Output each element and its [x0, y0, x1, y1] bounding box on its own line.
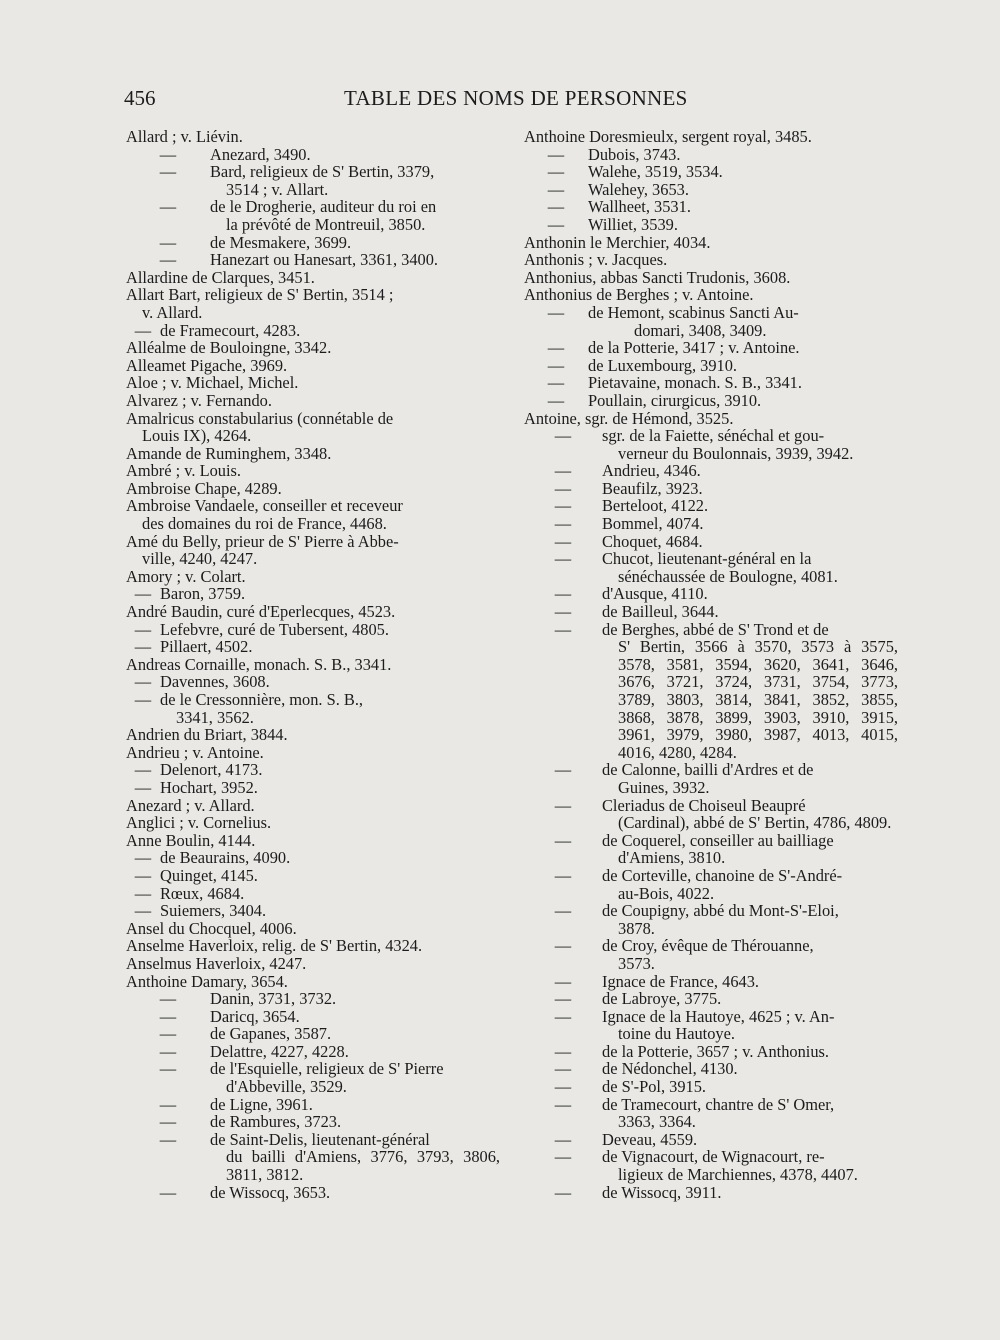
- entry-continuation: ville, 4240, 4247.: [142, 549, 258, 569]
- index-entry: [524, 480, 898, 498]
- entry-text: de le Cressonnière, mon. S. B.,: [160, 690, 364, 709]
- dash-marker: —: [159, 1112, 177, 1132]
- index-entry: [524, 585, 898, 603]
- index-entry: [126, 638, 500, 656]
- entry-text: de Croy, évêque de Thérouanne,: [602, 936, 814, 956]
- index-entry: [524, 990, 898, 1008]
- entry-text: Baron, 3759.: [160, 584, 246, 604]
- entry-text: Deveau, 4559.: [602, 1129, 698, 1149]
- entry-text: Allardine de Clarques, 3451.: [126, 267, 315, 287]
- index-entry: [524, 832, 898, 867]
- index-entry: [524, 427, 898, 462]
- entry-text: de la Potterie, 3417 ; v. Antoine.: [588, 338, 800, 358]
- dash-marker: —: [547, 214, 565, 234]
- dash-marker: —: [554, 795, 572, 815]
- entry-text: de Ligne, 3961.: [210, 1094, 313, 1114]
- entry-text: Suiemers, 3404.: [160, 901, 267, 921]
- index-entry: [524, 251, 898, 269]
- dash-marker: —: [554, 619, 572, 639]
- entry-text: Lefebvre, curé de Tubersent, 4805.: [160, 619, 389, 639]
- dash-marker: —: [554, 584, 572, 604]
- entry-text: Amé du Belly, prieur de S' Pierre à Abbe-: [126, 531, 399, 551]
- dash-marker: —: [547, 355, 565, 375]
- entry-text: Anthoine Doresmieulx, sergent royal, 3485.: [524, 127, 812, 146]
- index-entry: [524, 973, 898, 991]
- dash-marker: —: [554, 1077, 572, 1097]
- entry-text: Andrien du Briart, 3844.: [126, 725, 288, 745]
- index-entry: [126, 410, 500, 445]
- running-title: TABLE DES NOMS DE PERSONNES: [344, 86, 688, 110]
- dash-marker: —: [554, 426, 572, 446]
- entry-text: de Luxembourg, 3910.: [588, 355, 738, 375]
- index-entry: [524, 603, 898, 621]
- index-entry: [126, 761, 500, 779]
- entry-text: Anthonin le Merchier, 4034.: [524, 232, 711, 252]
- dash-marker: —: [554, 478, 572, 498]
- index-entry: [524, 1008, 898, 1043]
- dash-marker: —: [134, 637, 152, 657]
- entry-text: de Beaurains, 4090.: [160, 848, 291, 868]
- dash-marker: —: [554, 760, 572, 780]
- index-entry: [524, 1131, 898, 1149]
- index-entry: [524, 146, 898, 164]
- entry-text: Anglici ; v. Cornelius.: [126, 813, 272, 833]
- dash-marker: —: [134, 848, 152, 868]
- entry-text: de Saint-Delis, lieutenant-général: [210, 1129, 430, 1149]
- index-entry: [524, 515, 898, 533]
- dash-marker: —: [554, 514, 572, 534]
- dash-marker: —: [554, 531, 572, 551]
- entry-text: de le Drogherie, auditeur du roi en: [210, 197, 437, 217]
- entry-continuation: toine du Hautoye.: [618, 1024, 735, 1044]
- index-entry: [524, 163, 898, 181]
- dash-marker: —: [159, 250, 177, 270]
- index-entry: [126, 867, 500, 885]
- index-entry: [126, 585, 500, 603]
- index-entry: [126, 1184, 500, 1202]
- index-entry: [524, 1148, 898, 1183]
- index-entry: [524, 286, 898, 304]
- dash-marker: —: [134, 320, 152, 340]
- page-number: 456: [124, 86, 156, 110]
- index-entry: [126, 322, 500, 340]
- index-entry: [126, 146, 500, 164]
- dash-marker: —: [554, 971, 572, 991]
- entry-text: de S'-Pol, 3915.: [602, 1077, 707, 1097]
- dash-marker: —: [159, 1024, 177, 1044]
- index-entry: [524, 1078, 898, 1096]
- index-entry: [524, 357, 898, 375]
- entry-text: Pillaert, 4502.: [160, 637, 253, 657]
- entry-text: Berteloot, 4122.: [602, 496, 709, 516]
- index-entry: [126, 1096, 500, 1114]
- entry-text: Amalricus constabularius (connétable de: [126, 408, 394, 428]
- entry-text: Hanezart ou Hanesart, 3361, 3400.: [210, 250, 439, 270]
- entry-text: Ambré ; v. Louis.: [126, 461, 242, 481]
- entry-continuation: v. Allard.: [142, 302, 203, 322]
- entry-continuation: (Cardinal), abbé de S' Bertin, 4786, 4809.: [618, 813, 892, 833]
- dash-marker: —: [547, 162, 565, 182]
- dash-marker: —: [159, 1129, 177, 1149]
- index-entry: [126, 691, 500, 726]
- entry-text: de Framecourt, 4283.: [160, 320, 301, 340]
- index-entry: [126, 937, 500, 955]
- index-column-right: [524, 128, 898, 1201]
- entry-text: de Nédonchel, 4130.: [602, 1059, 738, 1079]
- index-entry: [524, 234, 898, 252]
- dash-marker: —: [554, 602, 572, 622]
- index-entry: [126, 198, 500, 233]
- entry-text: de la Potterie, 3657 ; v. Anthonius.: [602, 1041, 830, 1061]
- index-entry: [524, 462, 898, 480]
- index-entry: [126, 269, 500, 287]
- index-entry: [126, 286, 500, 321]
- dash-marker: —: [554, 1147, 572, 1167]
- entry-text: Choquet, 4684.: [602, 531, 703, 551]
- dash-marker: —: [547, 179, 565, 199]
- dash-marker: —: [554, 1006, 572, 1026]
- entry-continuation: Guines, 3932.: [618, 777, 710, 797]
- entry-continuation: d'Amiens, 3810.: [618, 848, 726, 868]
- dash-marker: —: [547, 373, 565, 393]
- dash-marker: —: [554, 1182, 572, 1202]
- index-entry: [126, 392, 500, 410]
- index-entry: [126, 656, 500, 674]
- entry-text: Ambroise Chape, 4289.: [126, 478, 282, 498]
- index-entry: [524, 867, 898, 902]
- dash-marker: —: [554, 830, 572, 850]
- dash-marker: —: [159, 1182, 177, 1202]
- dash-marker: —: [134, 690, 152, 709]
- index-entry: [126, 568, 500, 586]
- dash-marker: —: [554, 1094, 572, 1114]
- dash-marker: —: [159, 1041, 177, 1061]
- index-entry: [126, 497, 500, 532]
- entry-text: Amande de Ruminghem, 3348.: [126, 443, 332, 463]
- entry-continuation: la prévôté de Montreuil, 3850.: [226, 214, 426, 234]
- index-entry: [126, 673, 500, 691]
- index-entry: [126, 234, 500, 252]
- index-entry: [126, 1008, 500, 1026]
- dash-marker: —: [554, 496, 572, 516]
- entry-continuation: S' Bertin, 3566 à 3570, 3573 à 3575, 3578, 3581, 3594, 3620, 3641, 3646, 3676, 3721, 3724, 3731, 3754, 3773, 3789, 3803, 3814, 3841, 3852, 3855, 3868, 3878, 3899, 3903, 3910, 3915, 3961, 3979, 3980, 3987, 4013, 4015, 4016, 4280, 4284.: [618, 637, 898, 762]
- dash-marker: —: [134, 901, 152, 921]
- entry-continuation: 3363, 3364.: [618, 1112, 696, 1132]
- entry-text: Walehey, 3653.: [588, 179, 689, 199]
- dash-marker: —: [159, 1094, 177, 1114]
- index-entry: [126, 814, 500, 832]
- index-entry: [524, 1096, 898, 1131]
- entry-text: de Bailleul, 3644.: [602, 602, 719, 622]
- dash-marker: —: [554, 901, 572, 921]
- entry-text: Williet, 3539.: [588, 214, 678, 234]
- dash-marker: —: [547, 197, 565, 217]
- entry-text: Anezard ; v. Allard.: [126, 795, 255, 815]
- index-entry: [126, 1043, 500, 1061]
- index-entry: [524, 1043, 898, 1061]
- entry-text: Pietavaine, monach. S. B., 3341.: [588, 373, 802, 393]
- entry-text: Ansel du Chocquel, 4006.: [126, 918, 297, 938]
- dash-marker: —: [554, 461, 572, 481]
- index-entry: [126, 849, 500, 867]
- entry-text: de Vignacourt, de Wignacourt, re-: [602, 1147, 825, 1167]
- index-entry: [126, 1025, 500, 1043]
- entry-text: de Wissocq, 3911.: [602, 1182, 722, 1202]
- entry-text: Danin, 3731, 3732.: [210, 989, 337, 1009]
- index-entry: [126, 955, 500, 973]
- index-entry: [126, 902, 500, 920]
- index-entry: [126, 128, 500, 146]
- entry-text: Anne Boulin, 4144.: [126, 830, 256, 850]
- entry-text: Aloe ; v. Michael, Michel.: [126, 373, 299, 393]
- index-entry: [524, 1060, 898, 1078]
- dash-marker: —: [547, 390, 565, 410]
- index-entry: [524, 902, 898, 937]
- index-entry: [126, 797, 500, 815]
- entry-text: Anselmus Haverloix, 4247.: [126, 953, 307, 973]
- dash-marker: —: [134, 865, 152, 885]
- index-entry: [524, 410, 898, 428]
- entry-text: sgr. de la Faiette, sénéchal et gou-: [602, 426, 825, 446]
- index-entry: [126, 445, 500, 463]
- index-entry: [126, 973, 500, 991]
- entry-text: Alleamet Pigache, 3969.: [126, 355, 288, 375]
- entry-text: Anthoine Damary, 3654.: [126, 971, 288, 991]
- index-entry: [126, 251, 500, 269]
- index-entry: [524, 198, 898, 216]
- dash-marker: —: [554, 936, 572, 956]
- dash-marker: —: [547, 338, 565, 358]
- index-entry: [126, 374, 500, 392]
- entry-text: de Wissocq, 3653.: [210, 1182, 331, 1202]
- index-entry: [126, 920, 500, 938]
- dash-marker: —: [547, 144, 565, 164]
- entry-text: de l'Esquielle, religieux de S' Pierre: [210, 1059, 444, 1079]
- dash-marker: —: [159, 989, 177, 1009]
- index-entry: [524, 304, 898, 339]
- index-entry: [524, 550, 898, 585]
- dash-marker: —: [554, 1041, 572, 1061]
- entry-text: Ignace de France, 4643.: [602, 971, 760, 991]
- entry-text: de Hemont, scabinus Sancti Au-: [588, 302, 799, 322]
- dash-marker: —: [134, 760, 152, 780]
- entry-text: Anezard, 3490.: [210, 144, 311, 164]
- dash-marker: —: [159, 232, 177, 252]
- dash-marker: —: [159, 1006, 177, 1026]
- dash-marker: —: [554, 989, 572, 1009]
- entry-text: Anselme Haverloix, relig. de S' Bertin, 4324.: [126, 936, 423, 956]
- entry-continuation: Louis IX), 4264.: [142, 426, 252, 446]
- entry-continuation: 3878.: [618, 918, 655, 938]
- index-entry: [126, 603, 500, 621]
- dash-marker: —: [554, 549, 572, 569]
- entry-text: de Tramecourt, chantre de S' Omer,: [602, 1094, 835, 1114]
- entry-continuation: 3573.: [618, 953, 655, 973]
- index-entry: [126, 726, 500, 744]
- entry-text: Beaufilz, 3923.: [602, 478, 703, 498]
- index-entry: [126, 1113, 500, 1131]
- entry-text: Amory ; v. Colart.: [126, 566, 246, 586]
- entry-text: Anthonius, abbas Sancti Trudonis, 3608.: [524, 267, 791, 287]
- index-entry: [126, 832, 500, 850]
- index-entry: [524, 216, 898, 234]
- index-entry: [126, 357, 500, 375]
- index-column-left: [126, 128, 500, 1201]
- entry-text: Bommel, 4074.: [602, 514, 704, 534]
- entry-text: de Calonne, bailli d'Ardres et de: [602, 760, 814, 780]
- index-entry: [126, 339, 500, 357]
- entry-continuation: au-Bois, 4022.: [618, 883, 715, 903]
- entry-text: Alléalme de Bouloingne, 3342.: [126, 338, 332, 358]
- index-entry: [524, 533, 898, 551]
- entry-text: de Gapanes, 3587.: [210, 1024, 332, 1044]
- entry-text: Bard, religieux de S' Bertin, 3379,: [210, 162, 435, 182]
- index-entry: [126, 480, 500, 498]
- index-entry: [524, 797, 898, 832]
- entry-text: de Berghes, abbé de S' Trond et de: [602, 619, 829, 639]
- entry-text: de Coupigny, abbé du Mont-S'-Eloi,: [602, 901, 839, 921]
- entry-continuation: 3341, 3562.: [176, 707, 254, 727]
- index-entry: [524, 339, 898, 357]
- entry-text: Hochart, 3952.: [160, 777, 258, 797]
- entry-text: de Labroye, 3775.: [602, 989, 722, 1009]
- dash-marker: —: [134, 584, 152, 604]
- entry-continuation: des domaines du roi de France, 4468.: [142, 514, 387, 534]
- dash-marker: —: [159, 1059, 177, 1079]
- index-entry: [524, 761, 898, 796]
- entry-text: Quinget, 4145.: [160, 865, 258, 885]
- index-entry: [126, 1131, 500, 1184]
- index-entry: [126, 744, 500, 762]
- dash-marker: —: [554, 865, 572, 885]
- entry-continuation: sénéchaussée de Boulogne, 4081.: [618, 566, 838, 586]
- entry-text: Ambroise Vandaele, conseiller et receveur: [126, 496, 403, 516]
- entry-text: de Rambures, 3723.: [210, 1112, 342, 1132]
- entry-text: Anthonis ; v. Jacques.: [524, 250, 668, 270]
- entry-text: de Corteville, chanoine de S'-André-: [602, 865, 843, 885]
- index-entry: [126, 621, 500, 639]
- entry-text: Alvarez ; v. Fernando.: [126, 390, 272, 410]
- index-entry: [524, 181, 898, 199]
- entry-text: Wallheet, 3531.: [588, 197, 691, 217]
- entry-text: Cleriadus de Choiseul Beaupré: [602, 795, 806, 815]
- entry-text: Antoine, sgr. de Hémond, 3525.: [524, 408, 734, 428]
- index-entry: [524, 497, 898, 515]
- index-entry: [126, 1060, 500, 1095]
- entry-continuation: 3514 ; v. Allart.: [226, 179, 329, 199]
- dash-marker: —: [159, 197, 177, 217]
- index-entry: [524, 128, 898, 146]
- index-entry: [524, 374, 898, 392]
- entry-text: Walehe, 3519, 3534.: [588, 162, 723, 182]
- dash-marker: —: [547, 302, 565, 322]
- index-entry: [524, 621, 898, 762]
- entry-text: de Coquerel, conseiller au bailliage: [602, 830, 834, 850]
- dash-marker: —: [159, 162, 177, 182]
- index-entry: [126, 462, 500, 480]
- entry-text: Allart Bart, religieux de S' Bertin, 3514 ;: [126, 285, 394, 305]
- index-entry: [524, 937, 898, 972]
- dash-marker: —: [134, 883, 152, 903]
- index-entry: [524, 392, 898, 410]
- entry-text: Andreas Cornaille, monach. S. B., 3341.: [126, 654, 392, 674]
- entry-text: Andrieu, 4346.: [602, 461, 701, 481]
- entry-text: Davennes, 3608.: [160, 672, 270, 692]
- index-entry: [126, 779, 500, 797]
- entry-text: André Baudin, curé d'Eperlecques, 4523.: [126, 602, 396, 622]
- dash-marker: —: [159, 144, 177, 164]
- entry-text: Delenort, 4173.: [160, 760, 263, 780]
- entry-continuation: domari, 3408, 3409.: [634, 320, 767, 340]
- dash-marker: —: [134, 672, 152, 692]
- entry-text: de Mesmakere, 3699.: [210, 232, 352, 252]
- dash-marker: —: [134, 619, 152, 639]
- entry-continuation: du bailli d'Amiens, 3776, 3793, 3806, 3811, 3812.: [226, 1147, 500, 1185]
- entry-text: Poullain, cirurgicus, 3910.: [588, 390, 762, 410]
- entry-text: Dubois, 3743.: [588, 144, 681, 164]
- index-entry: [524, 269, 898, 287]
- entry-text: Ignace de la Hautoye, 4625 ; v. An-: [602, 1006, 835, 1026]
- entry-text: Daricq, 3654.: [210, 1006, 300, 1026]
- entry-text: Anthonius de Berghes ; v. Antoine.: [524, 285, 754, 305]
- index-entry: [126, 885, 500, 903]
- entry-text: Delattre, 4227, 4228.: [210, 1041, 349, 1061]
- entry-text: Andrieu ; v. Antoine.: [126, 742, 264, 762]
- index-entry: [126, 990, 500, 1008]
- index-entry: [524, 1184, 898, 1202]
- entry-continuation: ligieux de Marchiennes, 4378, 4407.: [618, 1165, 858, 1185]
- dash-marker: —: [554, 1129, 572, 1149]
- entry-text: Allard ; v. Liévin.: [126, 127, 243, 146]
- entry-continuation: d'Abbeville, 3529.: [226, 1077, 347, 1097]
- entry-continuation: verneur du Boulonnais, 3939, 3942.: [618, 443, 854, 463]
- entry-text: d'Ausque, 4110.: [602, 584, 708, 604]
- index-entry: [126, 163, 500, 198]
- dash-marker: —: [554, 1059, 572, 1079]
- entry-text: Chucot, lieutenant-général en la: [602, 549, 812, 569]
- index-entry: [126, 533, 500, 568]
- dash-marker: —: [134, 777, 152, 797]
- entry-text: Rœux, 4684.: [160, 883, 245, 903]
